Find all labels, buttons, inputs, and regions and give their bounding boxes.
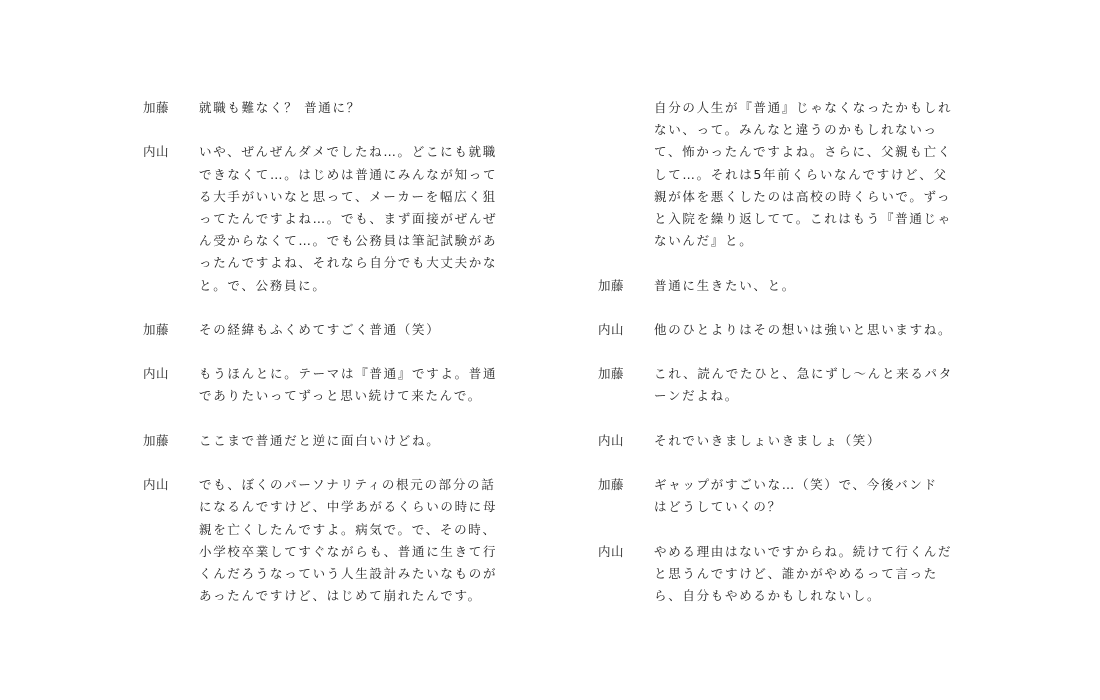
entry-spacer xyxy=(598,408,968,430)
entry-spacer xyxy=(598,519,968,541)
text-line: はどうしていくの？ xyxy=(654,499,782,515)
entry-spacer xyxy=(143,452,513,474)
dialogue-entry xyxy=(598,474,968,518)
text-line: くんだろうなっていう人生設計みたいなものが xyxy=(199,565,498,581)
text-line: でも、ぼくのパーソナリティの根元の部分の話 xyxy=(199,477,496,493)
speaker-name: 内山 xyxy=(598,321,625,337)
dialogue-text xyxy=(654,430,958,452)
text-line: と入院を繰り返してて。これはもう『普通じゃ xyxy=(654,210,952,226)
text-line: と。で、公務員に。 xyxy=(199,277,327,293)
speaker-name: 加藤 xyxy=(598,477,625,493)
entry-spacer xyxy=(143,341,513,363)
dialogue-entry xyxy=(143,474,513,607)
dialogue-entry xyxy=(143,363,513,407)
dialogue-text xyxy=(654,319,958,341)
speaker-name: 加藤 xyxy=(143,100,170,115)
continued-paragraph xyxy=(654,97,958,252)
text-line: もうほんとに。テーマは『普通』ですよ。普通 xyxy=(199,366,498,382)
dialogue-text xyxy=(654,474,958,518)
dialogue-entry xyxy=(143,319,513,341)
entry-spacer xyxy=(598,297,968,319)
text-line: できなくて…。はじめは普通にみんなが知って xyxy=(199,166,498,182)
dialogue-text xyxy=(199,97,503,119)
speaker-name: 内山 xyxy=(143,144,170,160)
text-line: になるんですけど、中学あがるくらいの時に母 xyxy=(199,499,498,515)
text-line: て、怖かったんですよね。さらに、父親も亡く xyxy=(654,144,952,160)
entry-spacer xyxy=(143,408,513,430)
text-line: 他のひとよりはその想いは強いと思いますね。 xyxy=(654,321,953,337)
dialogue-entry xyxy=(598,319,968,341)
text-line: 親が体を悪くしたのは高校の時くらいで。ずっ xyxy=(654,188,952,204)
dialogue-entry xyxy=(598,430,968,452)
speaker-name: 内山 xyxy=(143,477,170,493)
text-line: それでいきましょいきましょ（笑） xyxy=(654,432,882,448)
speaker-name: 内山 xyxy=(143,366,170,382)
dialogue-entry xyxy=(598,541,968,608)
dialogue-entry xyxy=(598,363,968,407)
dialogue-text xyxy=(199,430,503,452)
entry-spacer xyxy=(143,119,513,141)
text-line: これ、読んでたひと、急にずし〜んと来るパタ xyxy=(654,366,953,382)
text-line: 自分の人生が『普通』じゃなくなったかもしれ xyxy=(654,100,953,115)
text-line: ない、って。みんなと違うのかもしれないっ xyxy=(654,122,938,138)
text-line: ったんですよね、それなら自分でも大丈夫かな xyxy=(199,255,498,271)
text-line: 小学校卒業してすぐながらも、普通に生きて行 xyxy=(199,543,498,559)
speaker-name: 内山 xyxy=(598,432,625,448)
left-column xyxy=(143,97,513,607)
text-line: 就職も難なく？ 普通に？ xyxy=(199,100,361,115)
text-line: ギャップがすごいな…（笑）で、今後バンド xyxy=(654,477,938,493)
dialogue-text xyxy=(654,275,958,297)
dialogue-text xyxy=(199,319,503,341)
text-line: あったんですけど、はじめて崩れたんです。 xyxy=(199,588,482,604)
text-line: でありたいってずっと思い続けて来たんで。 xyxy=(199,388,483,404)
dialogue-entry xyxy=(598,275,968,297)
text-line: ないんだ』と。 xyxy=(654,233,754,249)
text-line: して…。それは5年前くらいなんですけど、父 xyxy=(654,166,948,182)
speaker-name: 加藤 xyxy=(598,366,625,382)
text-line: ら、自分もやめるかもしれないし。 xyxy=(654,588,882,604)
dialogue-text xyxy=(199,141,503,296)
text-line: ーンだよね。 xyxy=(654,388,739,404)
text-line: ここまで普通だと逆に面白いけどね。 xyxy=(199,432,441,448)
speaker-name: 加藤 xyxy=(598,277,625,293)
speaker-name: 加藤 xyxy=(143,432,170,448)
entry-spacer xyxy=(598,452,968,474)
dialogue-text xyxy=(654,541,958,608)
text-line: ん受からなくて…。でも公務員は筆記試験があ xyxy=(199,233,498,249)
text-line: 普通に生きたい、と。 xyxy=(654,277,797,293)
speaker-name: 内山 xyxy=(598,543,625,559)
dialogue-text xyxy=(654,363,958,407)
dialogue-entry xyxy=(143,141,513,296)
speaker-name: 加藤 xyxy=(143,321,170,337)
text-line: ってたんですよね…。でも、まず面接がぜんぜ xyxy=(199,210,498,226)
dialogue-entry xyxy=(143,430,513,452)
text-line: いや、ぜんぜんダメでしたね…。どこにも就職 xyxy=(199,144,497,160)
dialogue-text xyxy=(199,363,503,407)
right-column xyxy=(598,97,968,607)
entry-spacer xyxy=(598,252,968,274)
entry-spacer xyxy=(598,341,968,363)
text-line: その経緯もふくめてすごく普通（笑） xyxy=(199,321,441,337)
text-line: 親を亡くしたんですよ。病気で。で、その時、 xyxy=(199,521,497,537)
dialogue-text xyxy=(199,474,503,607)
text-line: やめる理由はないですからね。続けて行くんだ xyxy=(654,543,953,559)
text-line: る大手がいいなと思って、メーカーを幅広く狙 xyxy=(199,188,497,204)
dialogue-entry xyxy=(143,97,513,119)
text-line: と思うんですけど、誰かがやめるって言った xyxy=(654,565,939,581)
entry-spacer xyxy=(143,297,513,319)
